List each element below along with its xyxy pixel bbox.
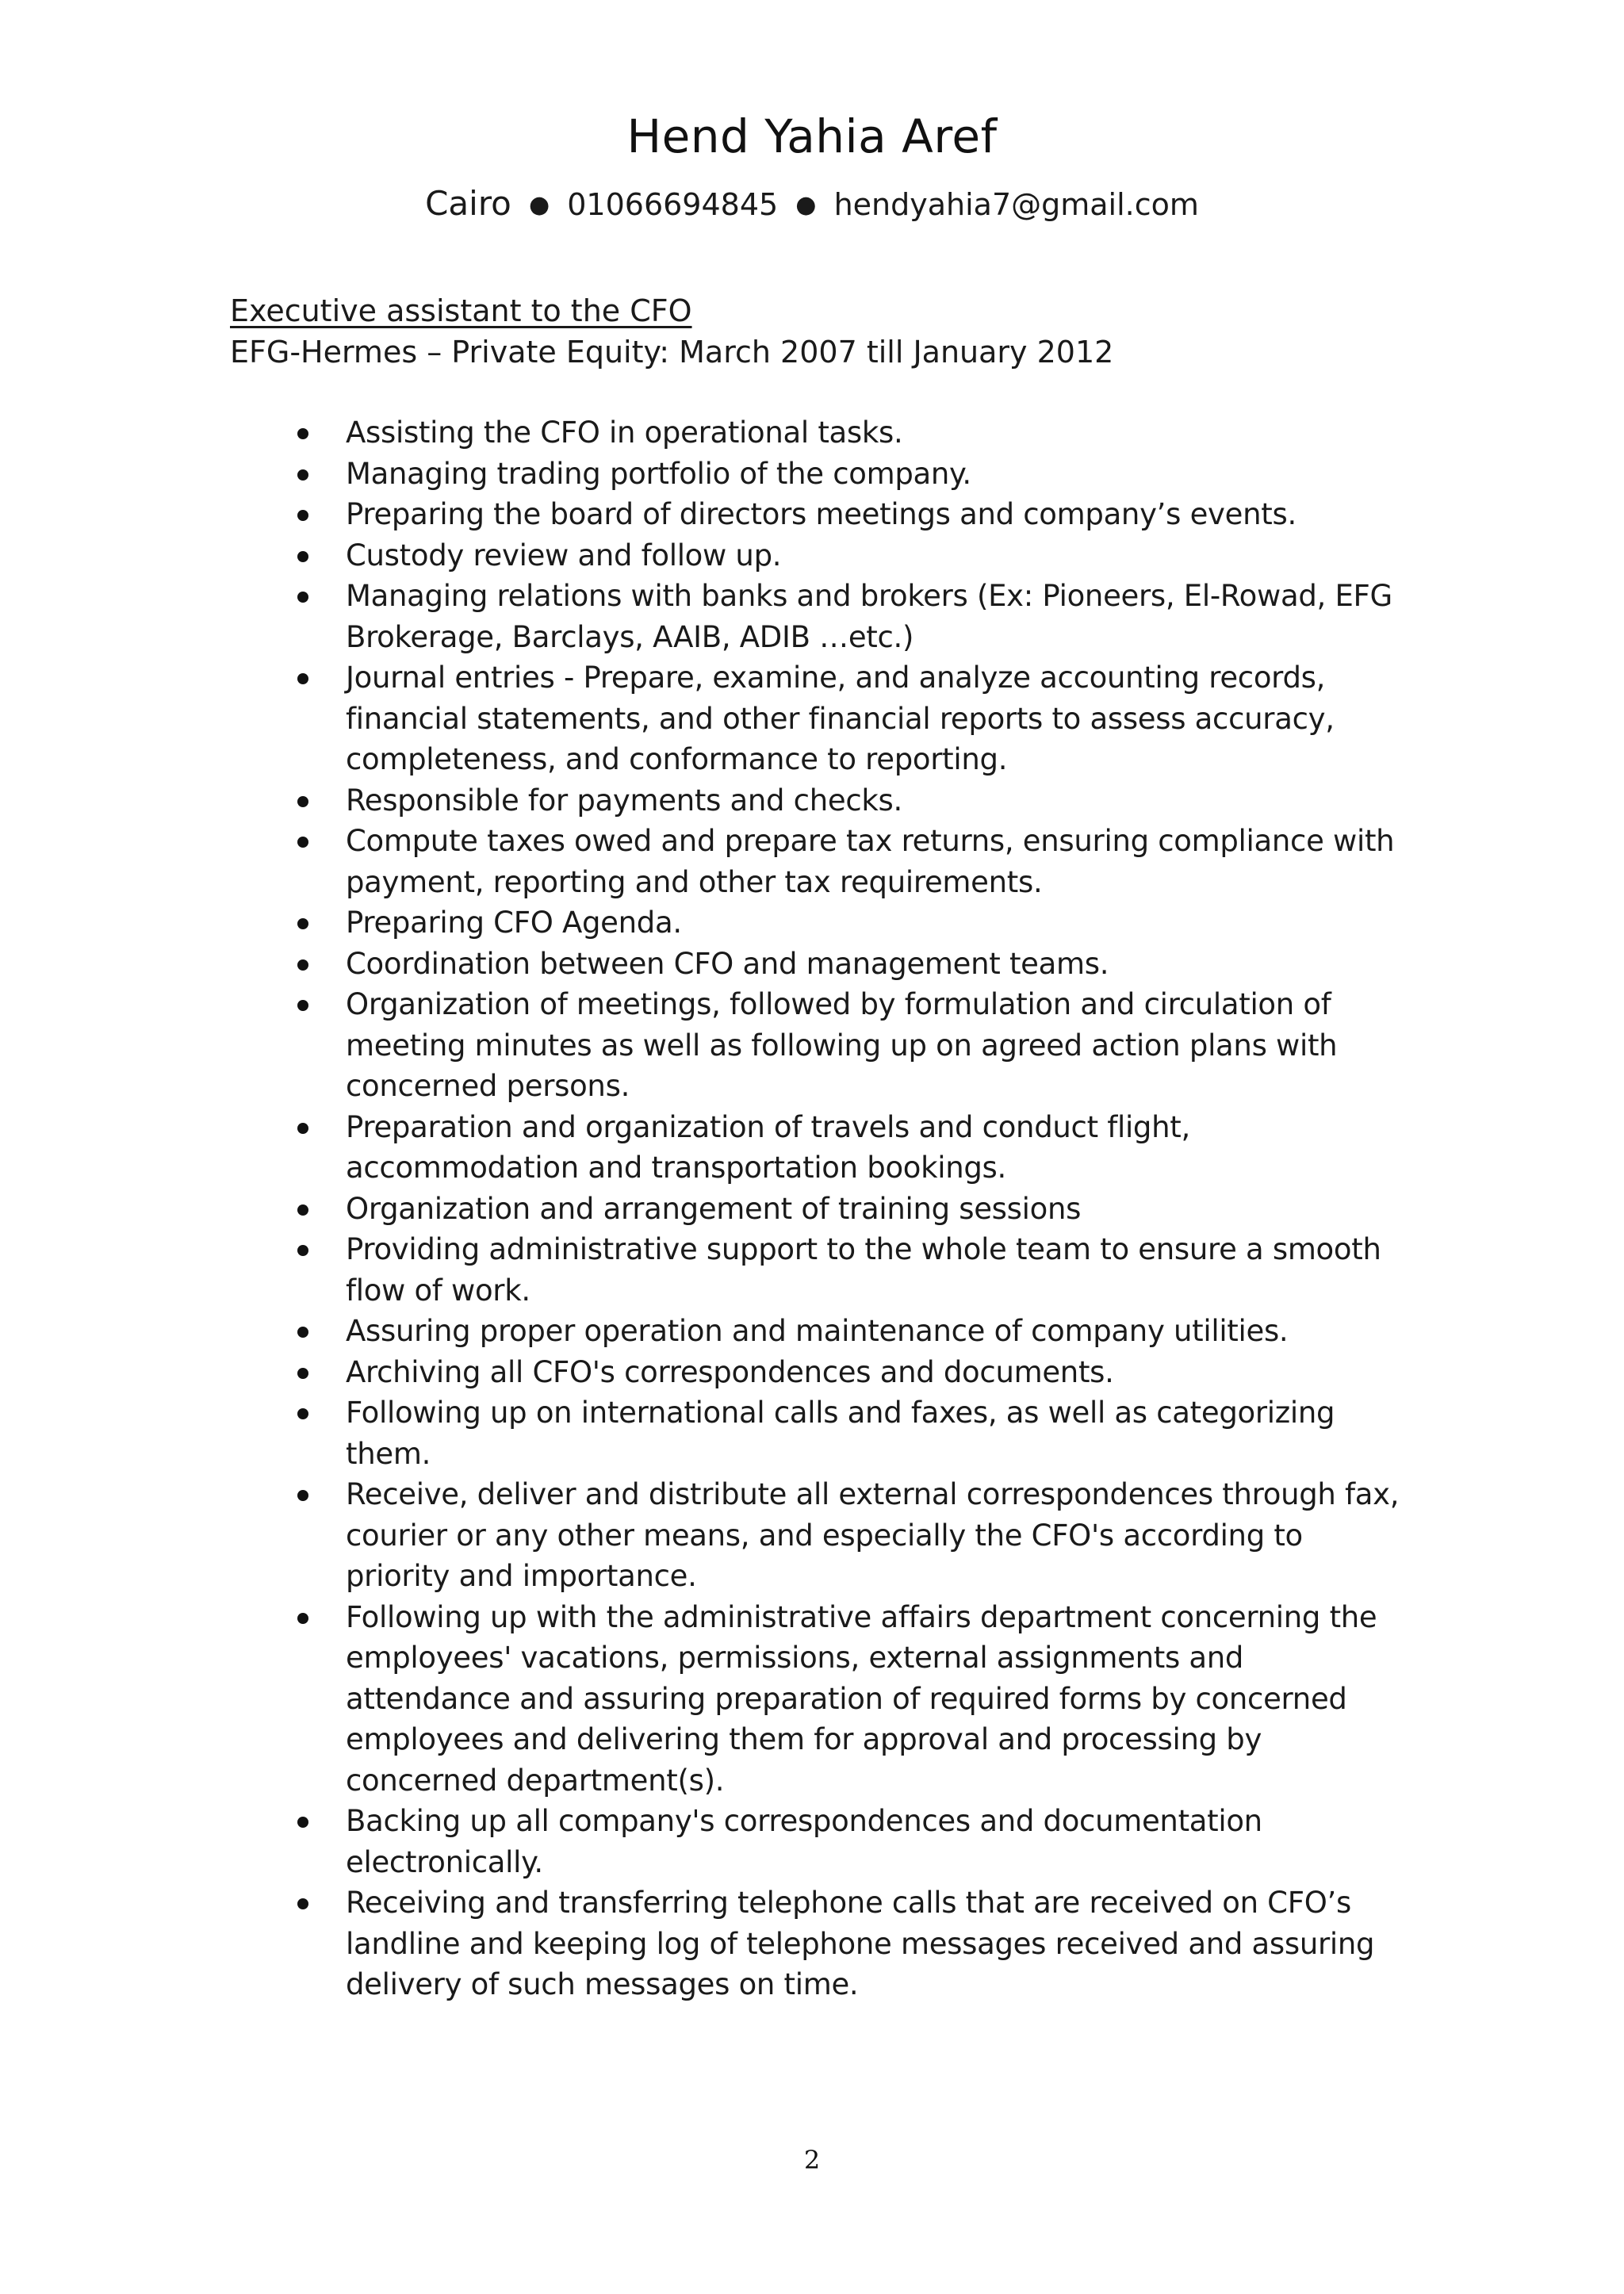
list-item: [230, 494, 1404, 535]
list-item: [230, 535, 1404, 576]
bullet-icon: [297, 428, 308, 439]
list-item: [230, 1229, 1404, 1311]
bullet-icon: [297, 1490, 308, 1501]
bullet-icon: [297, 796, 308, 807]
list-item: [230, 454, 1404, 495]
bullet-icon: [297, 959, 308, 971]
job-title: Executive assistant to the CFO: [230, 293, 692, 328]
list-item: [230, 1189, 1404, 1230]
bullet-icon: [297, 837, 308, 848]
bullet-icon: [297, 592, 308, 603]
list-item-text: Organization of meetings, followed by formulation and circulation of meeting minutes as well as following up on agreed action plans with concerned persons.: [346, 987, 1338, 1103]
experience-section: [230, 290, 1404, 2005]
list-item-text: Compute taxes owed and prepare tax returns, ensuring compliance with payment, reporting and other tax requirements.: [346, 824, 1395, 899]
candidate-name: Hend Yahia Aref: [626, 109, 998, 163]
bullet-icon: [297, 673, 308, 684]
contact-line: [0, 184, 1624, 223]
bullet-icon: [297, 1408, 308, 1419]
list-item: [230, 944, 1404, 985]
list-item: [230, 1352, 1404, 1393]
bullet-icon: [297, 1204, 308, 1216]
list-item-text: Preparation and organization of travels and conduct flight, accommodation and transportation bookings.: [346, 1109, 1190, 1185]
list-item: [230, 780, 1404, 821]
list-item-text: Receive, deliver and distribute all external correspondences through fax, courier or any other means, and especially the CFO's according to priority and importance.: [346, 1477, 1400, 1593]
list-item: [230, 1597, 1404, 1802]
bullet-icon: [297, 1613, 308, 1624]
list-item: [230, 902, 1404, 944]
list-item: [230, 657, 1404, 780]
bullet-icon: [297, 1000, 308, 1011]
bullet-icon: [297, 1327, 308, 1338]
list-item: [230, 1882, 1404, 2005]
list-item-text: Coordination between CFO and management teams.: [346, 946, 1109, 981]
list-item: [230, 412, 1404, 454]
list-item-text: Preparing CFO Agenda.: [346, 906, 682, 940]
bullet-icon: [297, 551, 308, 562]
responsibilities-list: [230, 412, 1404, 2005]
list-item-text: Managing relations with banks and brokers (Ex: Pioneers, El-Rowad, EFG Brokerage, Barclays, AAIB, ADIB …etc.): [346, 579, 1392, 654]
list-item: [230, 821, 1404, 902]
list-item-text: Journal entries - Prepare, examine, and analyze accounting records, financial statements, and other financial reports to assess accuracy, completeness, and conformance to reporting.: [346, 661, 1335, 776]
list-item-text: Organization and arrangement of training sessions: [346, 1191, 1082, 1226]
list-item: [230, 576, 1404, 657]
list-item: [230, 984, 1404, 1107]
list-item: [230, 1107, 1404, 1189]
contact-separator: ●: [795, 191, 817, 219]
list-item: [230, 1801, 1404, 1882]
list-item: [230, 1311, 1404, 1352]
bullet-icon: [297, 1898, 308, 1909]
list-item-text: Providing administrative support to the whole team to ensure a smooth flow of work.: [346, 1232, 1381, 1308]
bullet-icon: [297, 1245, 308, 1256]
list-item-text: Archiving all CFO's correspondences and documents.: [346, 1354, 1114, 1389]
bullet-icon: [297, 1368, 308, 1379]
contact-email: hendyahia7@gmail.com: [833, 187, 1199, 222]
list-item-text: Receiving and transferring telephone calls that are received on CFO’s landline and keeping log of telephone messages received and assuring delivery of such messages on time.: [346, 1886, 1375, 2001]
bullet-icon: [297, 918, 308, 929]
list-item: [230, 1392, 1404, 1474]
list-item-text: Backing up all company's correspondences and documentation electronically.: [346, 1804, 1262, 1879]
list-item-text: Responsible for payments and checks.: [346, 783, 902, 818]
list-item-text: Preparing the board of directors meetings and company’s events.: [346, 497, 1297, 531]
contact-phone: 01066694845: [567, 187, 779, 222]
list-item-text: Following up with the administrative affairs department concerning the employees' vacations, permissions, external assignments and attendance and assuring preparation of required forms by concerned employees and delivering them for approval and processing by concerned department(s).: [346, 1599, 1377, 1798]
list-item-text: Following up on international calls and faxes, as well as categorizing them.: [346, 1396, 1335, 1471]
list-item-text: Managing trading portfolio of the company.: [346, 456, 971, 491]
list-item-text: Custody review and follow up.: [346, 538, 782, 573]
contact-separator: ●: [528, 191, 550, 219]
list-item-text: Assuring proper operation and maintenance of company utilities.: [346, 1314, 1289, 1348]
list-item: [230, 1474, 1404, 1597]
bullet-icon: [297, 510, 308, 521]
list-item-text: Assisting the CFO in operational tasks.: [346, 416, 903, 450]
bullet-icon: [297, 1817, 308, 1828]
contact-city: Cairo: [425, 184, 511, 223]
bullet-icon: [297, 469, 308, 481]
page-number: 2: [803, 2145, 821, 2175]
bullet-icon: [297, 1123, 308, 1134]
job-organization: EFG-Hermes – Private Equity: March 2007 till January 2012: [230, 335, 1114, 370]
